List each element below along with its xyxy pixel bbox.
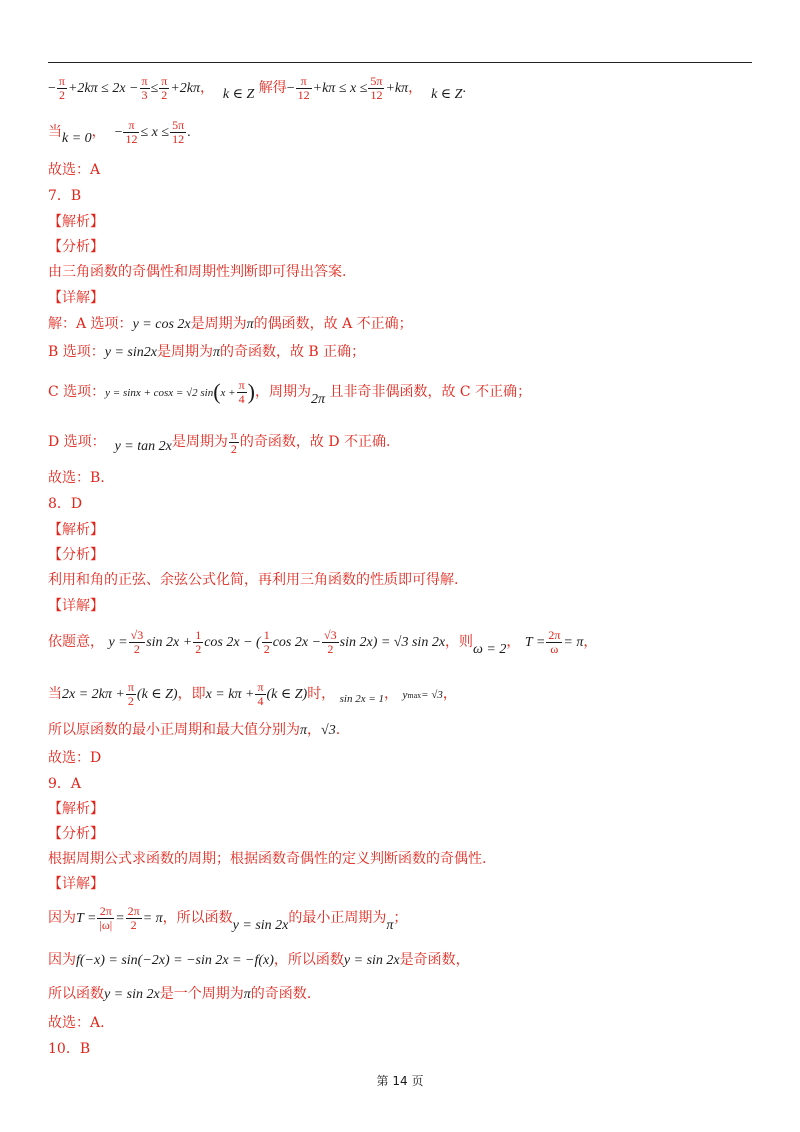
q9-analysis-text: 根据周期公式求函数的周期；根据函数奇偶性的定义判断函数的奇偶性. bbox=[48, 851, 487, 867]
q7-xiangjie-label: 【详解】 bbox=[48, 290, 104, 306]
q9-xiangjie-label: 【详解】 bbox=[48, 876, 104, 892]
q6-answer: 故选：A bbox=[48, 162, 101, 178]
q7-option-a: 解：A 选项：y = cos 2x是周期为π的偶函数，故 A 不正确； bbox=[48, 316, 413, 332]
q7-answer: 故选：B. bbox=[48, 470, 105, 486]
header-rule bbox=[48, 62, 752, 63]
q9-jiexi-label: 【解析】 bbox=[48, 801, 104, 817]
q7-option-d: D 选项： y = tan 2x是周期为 $\frac{\pi}{2}$ 的奇函数，故 D 不正确. bbox=[48, 427, 391, 456]
q8-simplify-line: 依题意， y = $\frac{√3}{2}$ sin 2x + $\frac{1}{2}$ cos 2x − ( $\frac{1}{2}$ cos 2x − $\frac{√3}{2}$ sin 2x) = √3 sin 2x，则ω = 2， T = $\frac{2\pi}{\omega}$ = π， bbox=[48, 627, 598, 657]
q7-fenxi-label: 【分析】 bbox=[48, 239, 104, 255]
q9-period-line: 因为T = $\frac{2\pi}{|\omega|}$ = $\frac{2\pi}{2}$ = π，所以函数y = sin 2x的最小正周期为π； bbox=[48, 903, 408, 933]
q8-max-line: 当2x = 2kπ + $\frac{\pi}{2}$ (k ∈ Z)，即x = kπ + $\frac{\pi}{4}$ (k ∈ Z)时， $_{sin 2x = 1}$， ymax= √3， bbox=[48, 679, 457, 708]
q10-heading: 10．B bbox=[48, 1041, 91, 1057]
q9-conclusion: 所以函数y = sin 2x是一个周期为π的奇函数. bbox=[48, 986, 312, 1002]
q8-heading: 8．D bbox=[48, 496, 83, 512]
q9-answer: 故选：A. bbox=[48, 1015, 105, 1031]
q7-option-c: C 选项：y = sinx + cosx = √2 sin(x + $\frac{\pi}{4}$ )，周期为2π 且非奇非偶函数，故 C 不正确； bbox=[48, 377, 532, 407]
q6-derivation-line: − $\frac{\pi}{2}$ +2kπ ≤ 2x − $\frac{\pi}{3}$ ≤ $\frac{\pi}{2}$ +2kπ， k ∈ Z 解得− $\frac{\pi}{12}$ +kπ ≤ x ≤ $\frac{5\pi}{12}$ +kπ， k ∈ Z. bbox=[48, 73, 466, 102]
q9-odd-line: 因为f(−x) = sin(−2x) = −sin 2x = −f(x)，所以函数y = sin 2x是奇函数， bbox=[48, 952, 470, 968]
q7-jiexi-label: 【解析】 bbox=[48, 214, 104, 230]
q8-fenxi-label: 【分析】 bbox=[48, 547, 104, 563]
q9-heading: 9．A bbox=[48, 776, 82, 792]
q7-analysis-text: 由三角函数的奇偶性和周期性判断即可得出答案. bbox=[48, 264, 347, 280]
q8-jiexi-label: 【解析】 bbox=[48, 522, 104, 538]
q8-conclusion: 所以原函数的最小正周期和最大值分别为π，√3. bbox=[48, 722, 341, 738]
q7-heading: 7．B bbox=[48, 188, 82, 204]
q8-answer: 故选：D bbox=[48, 750, 102, 766]
page-number: 第 14 页 bbox=[376, 1074, 424, 1088]
q9-fenxi-label: 【分析】 bbox=[48, 826, 104, 842]
q6-k0-line: 当k = 0， − $\frac{\pi}{12}$ ≤ x ≤ $\frac{5\pi}{12}$ . bbox=[48, 117, 191, 146]
q7-option-b: B 选项：y = sin2x是周期为π的奇函数，故 B 正确； bbox=[48, 344, 366, 360]
q8-analysis-text: 利用和角的正弦、余弦公式化简，再利用三角函数的性质即可得解. bbox=[48, 572, 459, 588]
q8-xiangjie-label: 【详解】 bbox=[48, 598, 104, 614]
